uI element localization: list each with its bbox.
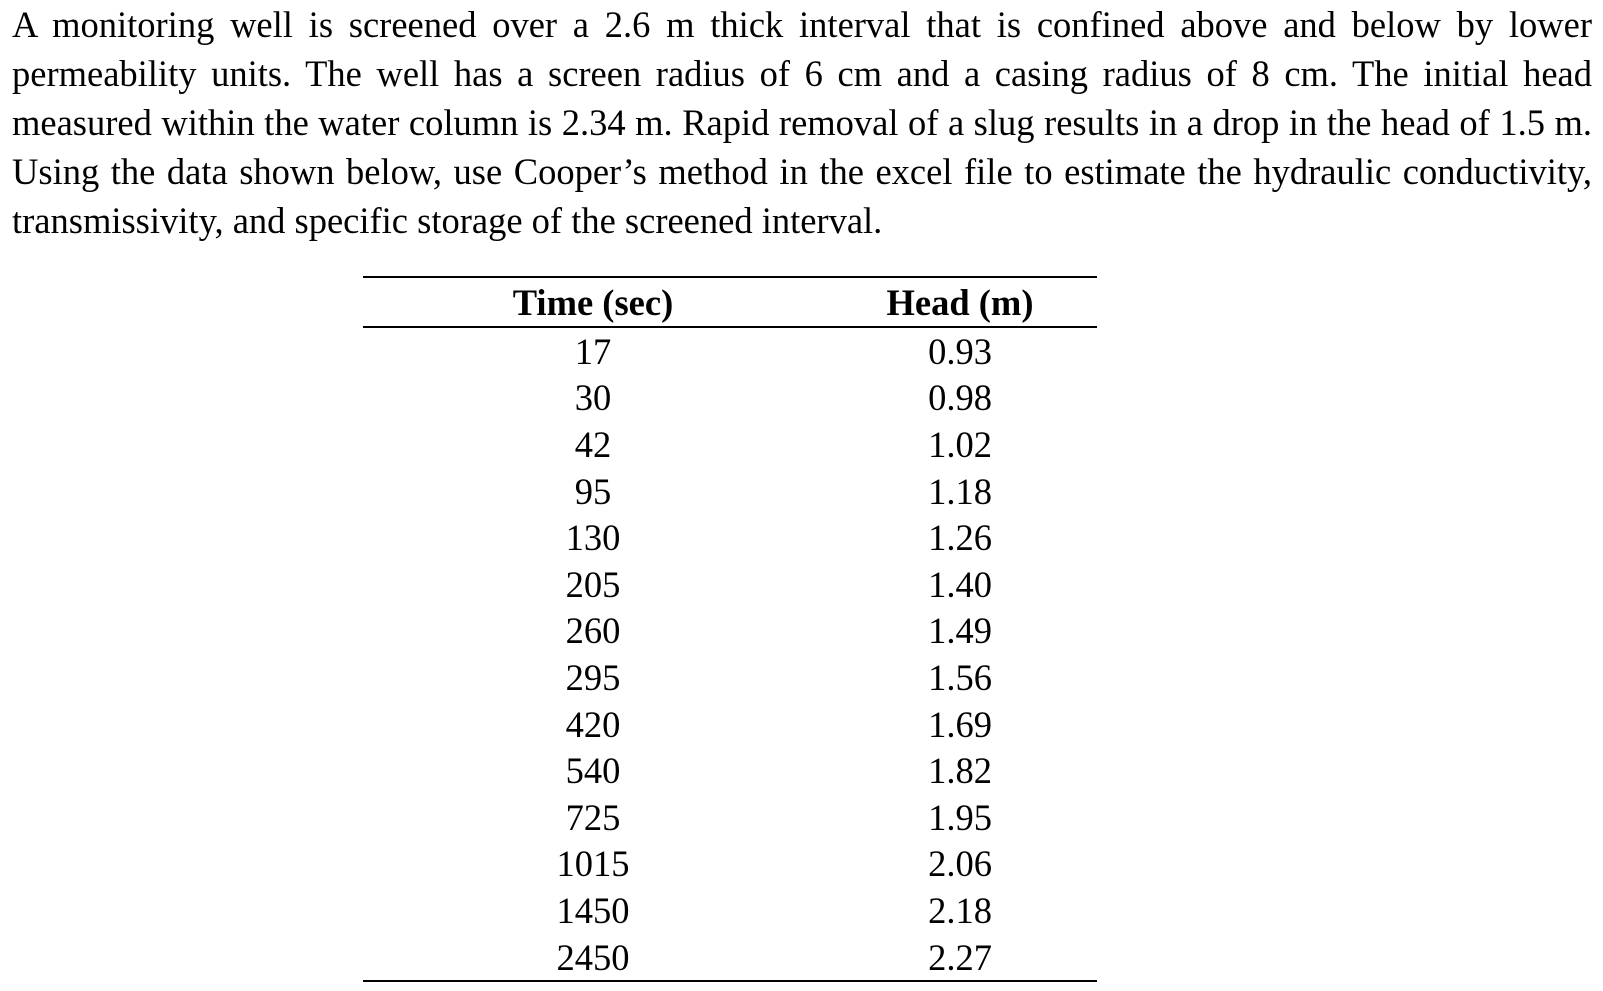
head-cell: 1.18 [928,470,992,512]
time-cell: 540 [565,750,621,792]
time-cell: 260 [565,610,621,652]
head-cell: 1.26 [928,517,992,559]
slug-test-data-table [363,276,1097,982]
table-row [363,747,1097,794]
table-row [363,514,1097,561]
table-row [363,701,1097,748]
table-row [363,608,1097,655]
head-cell: 1.49 [928,610,992,652]
header-time: Time (sec) [363,277,823,327]
time-cell: 30 [574,377,612,419]
time-cell: 42 [574,423,612,465]
head-cell: 0.93 [928,330,992,372]
time-cell: 205 [565,563,621,605]
head-cell: 1.56 [928,656,992,698]
table-row [363,841,1097,888]
time-cell: 1015 [556,843,630,885]
time-cell: 95 [574,470,612,512]
head-cell: 2.18 [928,889,992,931]
time-cell: 420 [565,703,621,745]
head-cell: 1.95 [928,796,992,838]
head-cell: 1.69 [928,703,992,745]
head-cell: 1.40 [928,563,992,605]
table-row [363,934,1097,982]
time-cell: 17 [574,330,612,372]
table-row [363,561,1097,608]
table-row [363,375,1097,422]
head-cell: 0.98 [928,377,992,419]
time-cell: 2450 [363,934,823,982]
table-row [363,327,1097,375]
time-cell: 130 [565,517,621,559]
table-row [363,654,1097,701]
table-body [363,327,1097,981]
table-row [363,887,1097,934]
head-cell: 1.02 [928,423,992,465]
table-row [363,468,1097,515]
header-head: Head (m) [823,277,1097,327]
table-header-row [363,277,1097,327]
head-cell: 1.82 [928,750,992,792]
time-cell: 725 [565,796,621,838]
data-table-container [363,276,1097,982]
time-cell: 1450 [556,889,630,931]
table-row [363,794,1097,841]
time-cell: 295 [565,656,621,698]
head-cell: 2.27 [823,934,1097,982]
table-row [363,421,1097,468]
head-cell: 2.06 [928,843,992,885]
problem-statement: A monitoring well is screened over a 2.6 m thick interval that is confined above and below by lower permeability units. The well has a screen radius of 6 cm and a casing radius of 8 cm. The initial head measured within the water column is 2.34 m. Rapid removal of a slug results in a drop in the head of 1.5 m. Using the data shown below, use Cooper’s method in the excel file to estimate the hydraulic conductivity, transmissivity, and specific storage of the screened interval. [12,4,1592,241]
